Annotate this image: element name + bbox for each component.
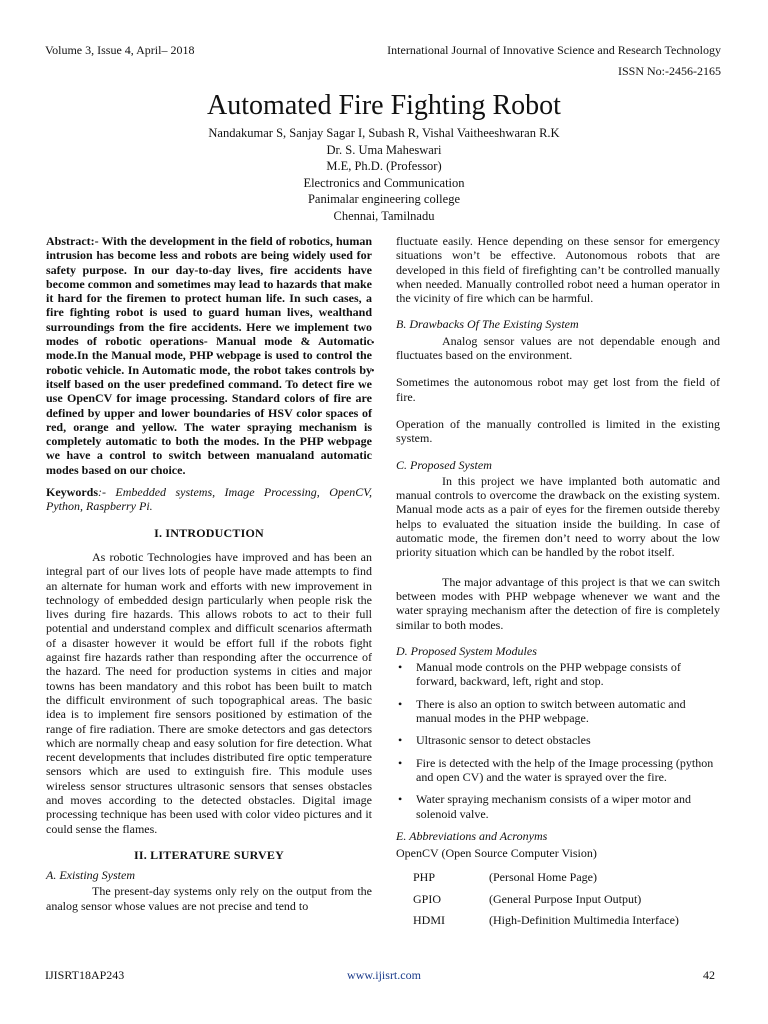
keywords (46, 485, 372, 514)
location: Chennai, Tamilnadu (333, 208, 435, 223)
existing-system-text: The present-day systems only rely on the output from the analog sensor whose values are not precise and tend to (46, 884, 372, 913)
introduction-text: As robotic Technologies have improved and has been an integral part of our lives lots of people have made attempts to find an alternate for human work and efforts with new improvement in technology of embedded design particularly when people risk the lives during fire hazards. This allows robots to act to their full potential and understand complex and difficult scenarios aftermath of a disaster however it would be effort full if the robots fight against fire hazards rather than responding after the occurrence of the hazard. The need for production systems in cities and major towns has been mandatory and this robot has been built to match the difficult environment of such topographical areas. The basic idea is to implement fire sensors positioned by estimation of the range of fire radiation. There are smoke detectors and gas detectors which are normally cheap and easy solution for fire detection. What recent developments that includes distributed fire optic temperature sensors which are used to extinguish fire. This module uses wireless sensor structures ultrasonic sensors that senses obstacles and moves according to the detected obstacles. Digital image processing technique has been used with color video pictures and it could sense the flames. (46, 549, 372, 836)
author-names: Nandakumar S, Sanjay Sagar I, Subash R, Vishal Vaitheeshwaran R.K (208, 126, 560, 140)
left-column (46, 234, 372, 913)
guide-qualification: M.E, Ph.D. (Professor) (326, 159, 442, 173)
abbreviation-definition: (General Purpose Input Output) (489, 891, 642, 906)
journal-issn: ISSN No:-2456-2165 (617, 64, 721, 78)
keywords-label: Keywords (46, 485, 98, 500)
margin-bullet: • (371, 338, 375, 349)
author-block (0, 125, 768, 224)
abbreviation-term: HDMI (413, 912, 445, 927)
list-item: • Manual mode controls on the PHP webpage consists of forward, backward, left, right and stop. (398, 660, 681, 689)
drawbacks-paragraph: Operation of the manually controlled is limited in the existing system. (396, 416, 720, 446)
bullet-icon: • (398, 755, 403, 770)
bullet-icon: • (398, 696, 403, 711)
bullet-icon: • (398, 792, 403, 807)
guide-name: Dr. S. Uma Maheswari (326, 142, 442, 157)
modules-list (396, 660, 720, 821)
proposed-system-paragraph: In this project we have implanted both automatic and manual controls to overcome the drawback on the existing system. Manual mode acts as a pair of eyes for the firemen outside thereby helps to evaluated the situation inside the building. In case of automatic mode, the firemen don’t need to worry about the low priority situation which can be handled by the robot itself. (396, 473, 720, 560)
abstract: Abstract:- With the development in the field of robotics, human intrusion has become less and robots are being widely used for safety purpose. In our day-to-day lives, fire accidents have become common and sometimes may lead to hazards that make it hard for the firemen to protect human life. In such cases, a fire fighting robot is used to guard human lives, wealthand surroundings from the fire accidents. Here we implement two modes of robotic operations- Manual mode & Automatic mode.In the Manual mode, PHP webpage is used to control the robotic vehicle. In Automatic mode, the robot takes controls by itself based on the user predefined command. To detect fire we use OpenCV for image processing. Standard colors of fire are defined by upper and lower boundaries of HSV color spaces of red, orange and yellow. The water spraying mechanism is completely automatic to both the modes. In the PHP webpage we have a control to switch between manualand automatic modes based on our choice. (46, 234, 372, 477)
bullet-icon: • (398, 733, 403, 748)
journal-volume: Volume 3, Issue 4, April– 2018 (45, 43, 195, 57)
subsection-heading-existing-system: A. Existing System (46, 868, 135, 883)
right-column (396, 234, 720, 927)
abbreviation-row (396, 870, 720, 884)
keywords-text: :- Embedded systems, Image Processing, OpenCV, Python, Raspberry Pi. (46, 485, 372, 514)
subsection-heading-modules: D. Proposed System Modules (396, 643, 537, 658)
journal-name: International Journal of Innovative Science and Research Technology (387, 43, 721, 57)
abbreviation-term: PHP (413, 870, 436, 885)
list-item: • Fire is detected with the help of the Image processing (python and open CV) and the water is sprayed over the fire. (398, 755, 714, 784)
subsection-heading-drawbacks: B. Drawbacks Of The Existing System (396, 317, 579, 332)
abbreviation-row (396, 892, 720, 906)
footer-paper-id: IJISRT18AP243 (45, 968, 125, 982)
drawbacks-paragraph: Sometimes the autonomous robot may get lost from the field of fire. (396, 375, 720, 404)
paper-title: Automated Fire Fighting Robot (207, 90, 561, 121)
existing-system-continued: fluctuate easily. Hence depending on these sensor for emergency situations won’t be effective. Autonomous robots that are developed in this field of firefighting can’t be controlled manually when needed. Manually controlled robot need a human operator in the vicinity of fire which can be harmful. (396, 234, 720, 306)
list-item: • There is also an option to switch between automatic and manual modes in the PHP webpage. (398, 696, 686, 726)
department: Electronics and Communication (303, 175, 465, 190)
drawbacks-paragraph: Analog sensor values are not dependable enough and fluctuates based on the environment. (396, 333, 720, 363)
subsection-heading-abbreviations: E. Abbreviations and Acronyms (396, 828, 548, 843)
title-block (0, 88, 768, 224)
abbreviation-definition: (High-Definition Multimedia Interface) (489, 912, 679, 927)
college: Panimalar engineering college (307, 192, 461, 206)
footer-page-number: 42 (703, 968, 715, 982)
list-item: • Water spraying mechanism consists of a wiper motor and solenoid valve. (398, 792, 691, 821)
bullet-icon: • (398, 660, 403, 675)
abbreviation-opencv: OpenCV (Open Source Computer Vision) (396, 846, 597, 861)
section-heading-literature-survey: II. LITERATURE SURVEY (134, 847, 284, 862)
abbreviation-term: GPIO (413, 891, 442, 906)
subsection-heading-proposed-system: C. Proposed System (396, 457, 492, 472)
list-item: • Ultrasonic sensor to detect obstacles (398, 733, 591, 748)
footer-website-link[interactable]: www.ijisrt.com (347, 968, 421, 982)
section-heading-introduction: I. INTRODUCTION (154, 525, 264, 540)
abbreviation-definition: (Personal Home Page) (489, 870, 597, 885)
proposed-system-paragraph: The major advantage of this project is that we can switch between modes with PHP webpage whenever we want and the water spraying mechanism after the detection of fire is completely similar to both modes. (396, 574, 720, 632)
margin-bullet: • (371, 366, 375, 377)
abbreviation-row (396, 913, 720, 927)
